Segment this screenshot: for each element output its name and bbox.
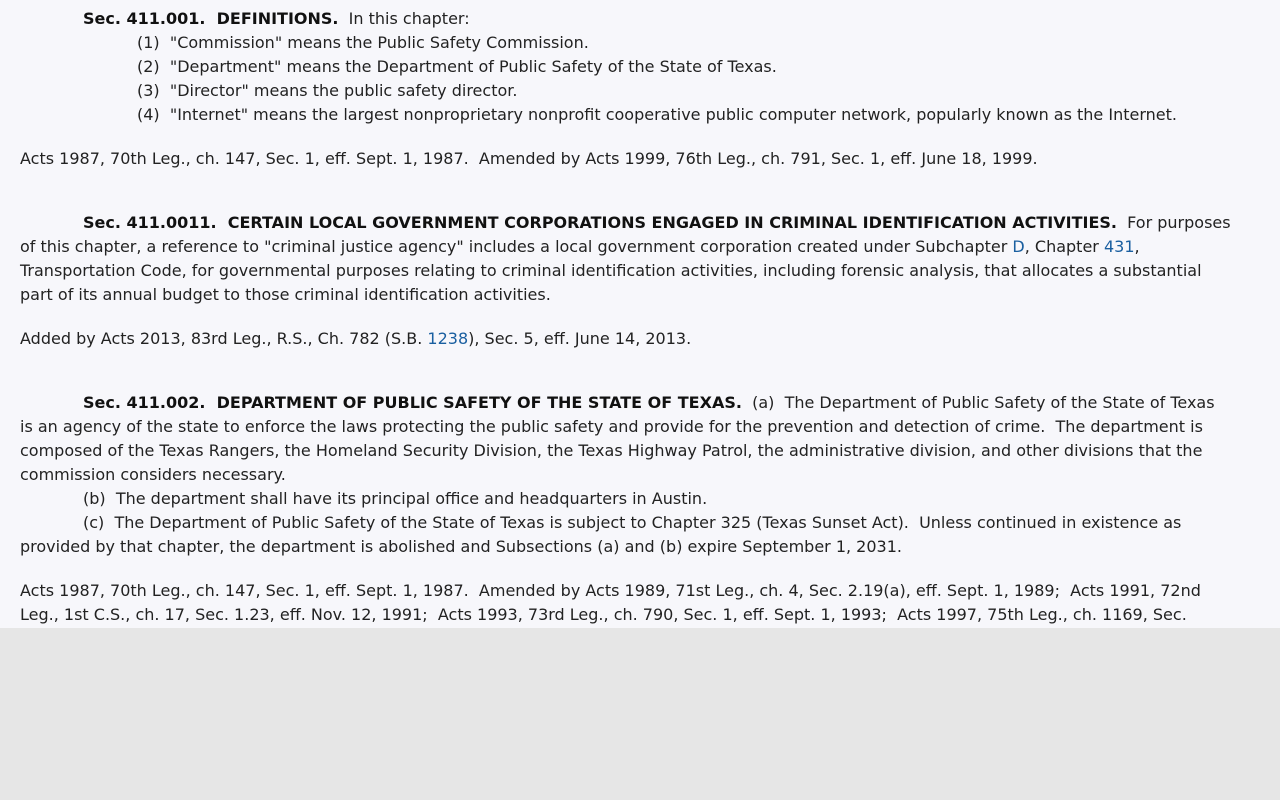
subchapter-d-link[interactable]: D [1012,237,1025,256]
paragraph-line: composed of the Texas Rangers, the Homeland Security Division, the Texas Highway Patrol, the administrative division, and other divisions that the [20,441,1203,460]
bill-1238-link[interactable]: 1238 [427,329,469,348]
sec-411-002-heading-line [83,391,1215,415]
definition-item: (1) "Commission" means the Public Safety Commission. [137,33,589,52]
history-note: Acts 1987, 70th Leg., ch. 147, Sec. 1, eff. Sept. 1, 1987. Amended by Acts 1999, 76th Leg., ch. 791, Sec. 1, eff. June 18, 1999. [20,149,1038,168]
definition-item: (4) "Internet" means the largest nonproprietary nonprofit cooperative public computer network, popularly known as the Internet. [137,105,1177,124]
history-note [20,327,691,351]
paragraph-line: is an agency of the state to enforce the laws protecting the public safety and provide for the prevention and detection of crime. The department is [20,417,1203,436]
paragraph-line [20,235,1140,259]
chapter-431-link[interactable]: 431 [1103,237,1135,256]
subsection-a-text: (a) The Department of Public Safety of the State of Texas [752,393,1215,412]
sec-411-001-heading-line [83,7,470,31]
history-text: Added by Acts 2013, 83rd Leg., R.S., Ch. 782 (S.B. [20,329,428,348]
section-heading: Sec. 411.002. DEPARTMENT OF PUBLIC SAFETY OF THE STATE OF TEXAS. [83,393,742,412]
definition-item: (2) "Department" means the Department of Public Safety of the State of Texas. [137,57,777,76]
paragraph-text: , Chapter [1024,237,1104,256]
history-note: Acts 1987, 70th Leg., ch. 147, Sec. 1, eff. Sept. 1, 1987. Amended by Acts 1989, 71st Leg., ch. 4, Sec. 2.19(a), eff. Sept. 1, 1989; Acts 1991, 72nd [20,581,1201,600]
history-note: Leg., 1st C.S., ch. 17, Sec. 1.23, eff. Nov. 12, 1991; Acts 1993, 73rd Leg., ch. 790, Sec. 1, eff. Sept. 1, 1993; Acts 1997, 75th Leg., ch. 1169, Sec. [20,605,1187,624]
section-heading: Sec. 411.001. DEFINITIONS. [83,9,339,28]
paragraph-text: For purposes [1127,213,1231,232]
section-intro: In this chapter: [348,9,470,28]
subsection-c: (c) The Department of Public Safety of the State of Texas is subject to Chapter 325 (Texas Sunset Act). Unless continued in existence as [83,513,1182,532]
paragraph-line: part of its annual budget to those criminal identification activities. [20,285,551,304]
paragraph-line: commission considers necessary. [20,465,286,484]
subsection-b: (b) The department shall have its principal office and headquarters in Austin. [83,489,708,508]
history-text: ), Sec. 5, eff. June 14, 2013. [468,329,692,348]
section-heading: Sec. 411.0011. CERTAIN LOCAL GOVERNMENT CORPORATIONS ENGAGED IN CRIMINAL IDENTIFICATION ACTIVITIES. [83,213,1117,232]
paragraph-text: , [1134,237,1140,256]
paragraph-line: Transportation Code, for governmental purposes relating to criminal identification activities, including forensic analysis, that allocates a substantial [20,261,1202,280]
paragraph-text: of this chapter, a reference to "criminal justice agency" includes a local government corporation created under Subchapter [20,237,1013,256]
definition-item: (3) "Director" means the public safety director. [137,81,518,100]
sec-411-0011-heading-line [83,211,1231,235]
paragraph-line: provided by that chapter, the department is abolished and Subsections (a) and (b) expire September 1, 2031. [20,537,902,556]
